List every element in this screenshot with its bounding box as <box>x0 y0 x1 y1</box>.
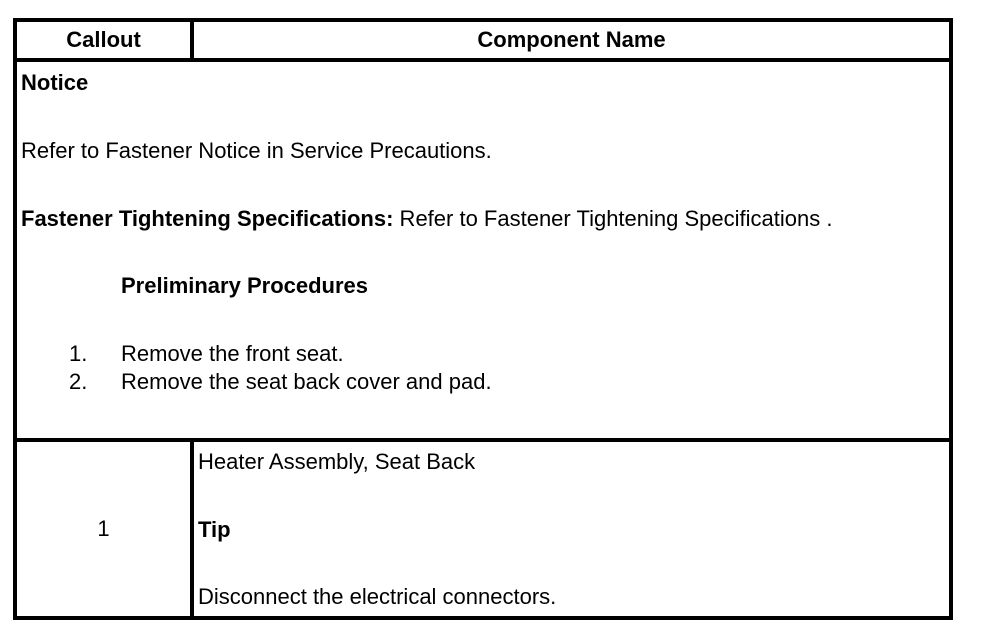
tip-label: Tip <box>198 517 231 542</box>
component-header-label: Component Name <box>477 27 666 52</box>
component-cell <box>190 442 949 616</box>
preliminary-procedures-title: Preliminary Procedures <box>121 273 369 298</box>
notice-block <box>17 62 949 442</box>
fastener-spec-line <box>21 206 832 232</box>
fastener-spec-text: Refer to Fastener Tightening Specifications . <box>393 206 833 231</box>
step-number: 2. <box>69 369 88 394</box>
callout-column-header <box>17 22 190 62</box>
component-name-column-header <box>190 22 949 62</box>
tip-text: Disconnect the electrical connectors. <box>198 584 557 609</box>
notice-text: Refer to Fastener Notice in Service Precautions. <box>21 138 492 163</box>
procedure-table <box>13 18 953 620</box>
step-number: 1. <box>69 341 88 366</box>
callout-header-label: Callout <box>66 27 141 52</box>
step-text: Remove the front seat. <box>121 341 344 366</box>
component-name: Heater Assembly, Seat Back <box>198 449 476 474</box>
step-text: Remove the seat back cover and pad. <box>121 369 492 394</box>
fastener-spec-label: Fastener Tightening Specifications: <box>21 206 394 231</box>
callout-cell <box>17 442 190 616</box>
notice-title: Notice <box>21 70 89 95</box>
callout-number: 1 <box>97 516 110 541</box>
